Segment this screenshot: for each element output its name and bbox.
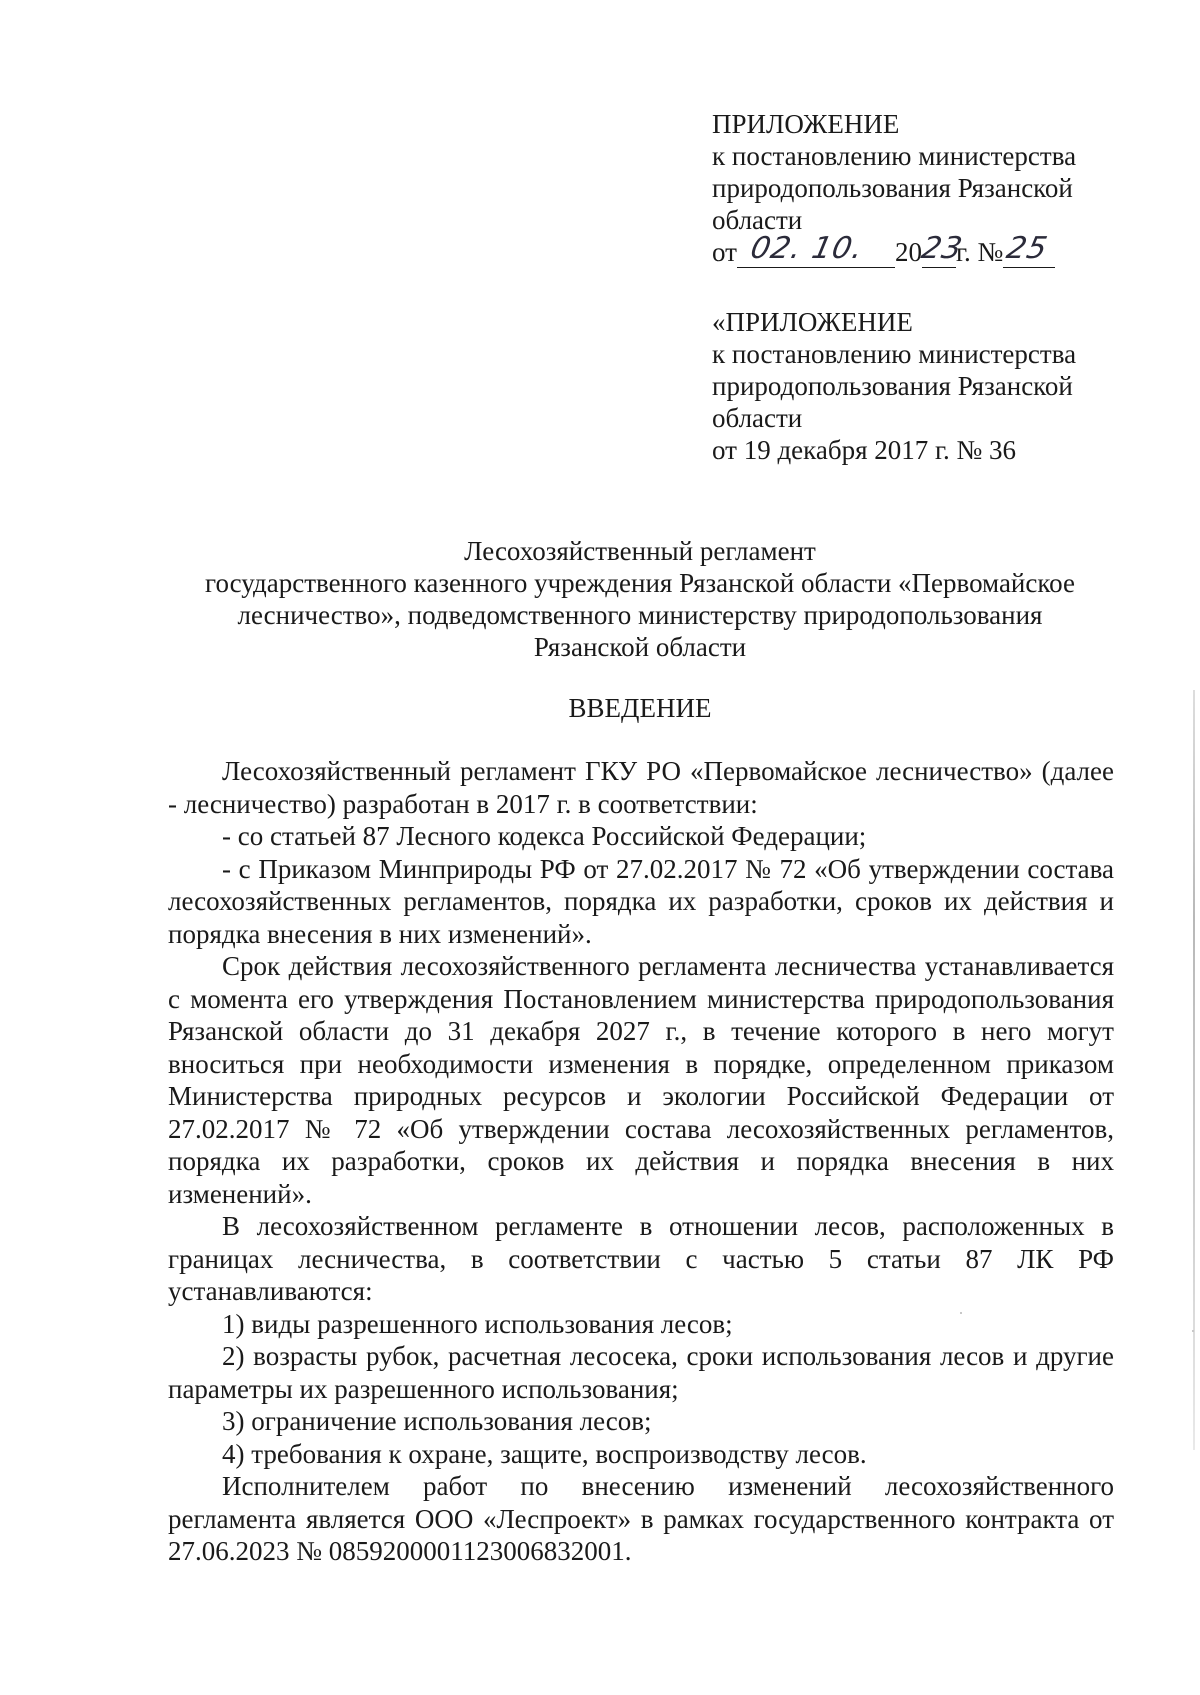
paragraph: 3) ограничение использования лесов;: [222, 1406, 652, 1436]
paragraph: 2) возрасты рубок, расчетная лесосека, сроки использования лесов и другие параметры их разрешенного использования;: [168, 1341, 1114, 1404]
appendix-original-line-2: природопользования Рязанской: [712, 371, 1073, 401]
appendix-heading: ПРИЛОЖЕНИЕ: [712, 109, 900, 139]
title-line-1: Лесохозяйственный регламент: [464, 536, 816, 566]
number-blank: [1003, 231, 1055, 268]
year-blank: [918, 231, 966, 268]
body-text: [168, 755, 1114, 1568]
scan-edge-artifact: [1193, 690, 1195, 1450]
section-heading: ВВЕДЕНИЕ: [568, 693, 712, 723]
title-line-4: Рязанской области: [533, 632, 747, 662]
appendix-current-block: [712, 108, 1152, 272]
date-blank: [737, 231, 895, 268]
appendix-original-date: от 19 декабря 2017 г. № 36: [712, 435, 1017, 465]
scan-dot-artifact: [960, 1312, 962, 1314]
paragraph: Лесохозяйственный регламент ГКУ РО «Первомайское лесничество» (далее - лесничество) разработан в 2017 г. в соответствии:: [168, 756, 1114, 819]
year-prefix: 20: [894, 237, 922, 267]
year-suffix: г. №: [955, 237, 1004, 267]
handwritten-date: 02. 10.: [747, 231, 867, 266]
paragraph: 1) виды разрешенного использования лесов;: [222, 1308, 733, 1339]
appendix-line-3: области: [712, 205, 803, 235]
paragraph: - со статьей 87 Лесного кодекса Российской Федерации;: [222, 821, 867, 851]
appendix-original-heading: «ПРИЛОЖЕНИЕ: [712, 307, 913, 337]
document-title: [160, 535, 1120, 663]
appendix-original-block: [712, 306, 1152, 466]
appendix-date-line: [712, 231, 1152, 272]
title-line-3: лесничество», подведомственного министерству природопользования: [237, 600, 1043, 630]
paragraph: Исполнителем работ по внесению изменений лесохозяйственного регламента является ООО «Леспроект» в рамках государственного контракта от 27.06.2023 № 0859200001123006832001.: [168, 1471, 1114, 1566]
paragraph: Срок действия лесохозяйственного регламента лесничества устанавливается с момента его утверждения Постановлением министерства природопользования Рязанской области до 31 декабря 2027 г., в течение которого в него могут вноситься при необходимости изменения в порядке, определенном приказом Министерства природных ресурсов и экологии Российской Федерации от 27.02.2017 № 72 «Об утверждении состава лесохозяйственных регламентов, порядка их разработки, сроков их действия и порядка внесения в них изменений».: [168, 951, 1114, 1209]
handwritten-year: 23: [918, 231, 966, 266]
appendix-line-1: к постановлению министерства: [712, 141, 1077, 171]
paragraph: В лесохозяйственном регламенте в отношении лесов, расположенных в границах лесничества, в соответствии с частью 5 статьи 87 ЛК РФ устанавливаются:: [168, 1211, 1114, 1306]
appendix-line-2: природопользования Рязанской: [712, 173, 1073, 203]
date-prefix: от: [712, 237, 737, 267]
appendix-original-line-3: области: [712, 403, 803, 433]
title-line-2: государственного казенного учреждения Рязанской области «Первомайское: [205, 568, 1075, 598]
paragraph: - с Приказом Минприроды РФ от 27.02.2017 № 72 «Об утверждении состава лесохозяйственных регламентов, порядка их разработки, сроков их действия и порядка внесения в них изменений».: [168, 853, 1114, 949]
handwritten-number: 25: [1003, 231, 1052, 266]
paragraph: 4) требования к охране, защите, воспроизводству лесов.: [222, 1438, 867, 1469]
appendix-original-line-1: к постановлению министерства: [712, 339, 1077, 369]
scan-dot-artifact: [1192, 1330, 1194, 1332]
